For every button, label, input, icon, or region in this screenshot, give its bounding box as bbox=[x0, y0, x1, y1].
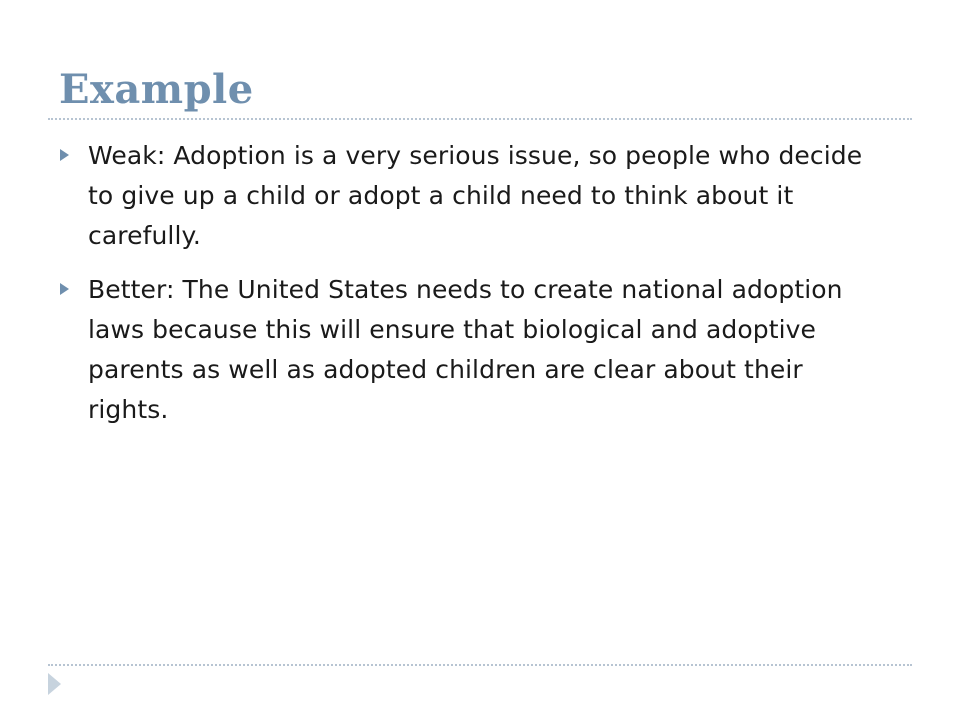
bullet-item-weak bbox=[60, 136, 880, 256]
triangle-right-icon bbox=[48, 673, 61, 695]
title-divider bbox=[48, 118, 912, 120]
triangle-right-icon bbox=[60, 283, 69, 295]
bullet-item-better bbox=[60, 270, 880, 430]
footer-divider bbox=[48, 664, 912, 666]
bullet-text: Better: The United States needs to create national adoption laws because this will ensure that biological and adoptive parents as well as adopted children are clear about their rights. bbox=[88, 275, 843, 424]
slide-title: Example bbox=[59, 66, 254, 113]
bullet-text: Weak: Adoption is a very serious issue, so people who decide to give up a child or adopt a child need to think about it carefully. bbox=[88, 141, 863, 250]
triangle-right-icon bbox=[60, 149, 69, 161]
bullet-list bbox=[60, 136, 880, 444]
